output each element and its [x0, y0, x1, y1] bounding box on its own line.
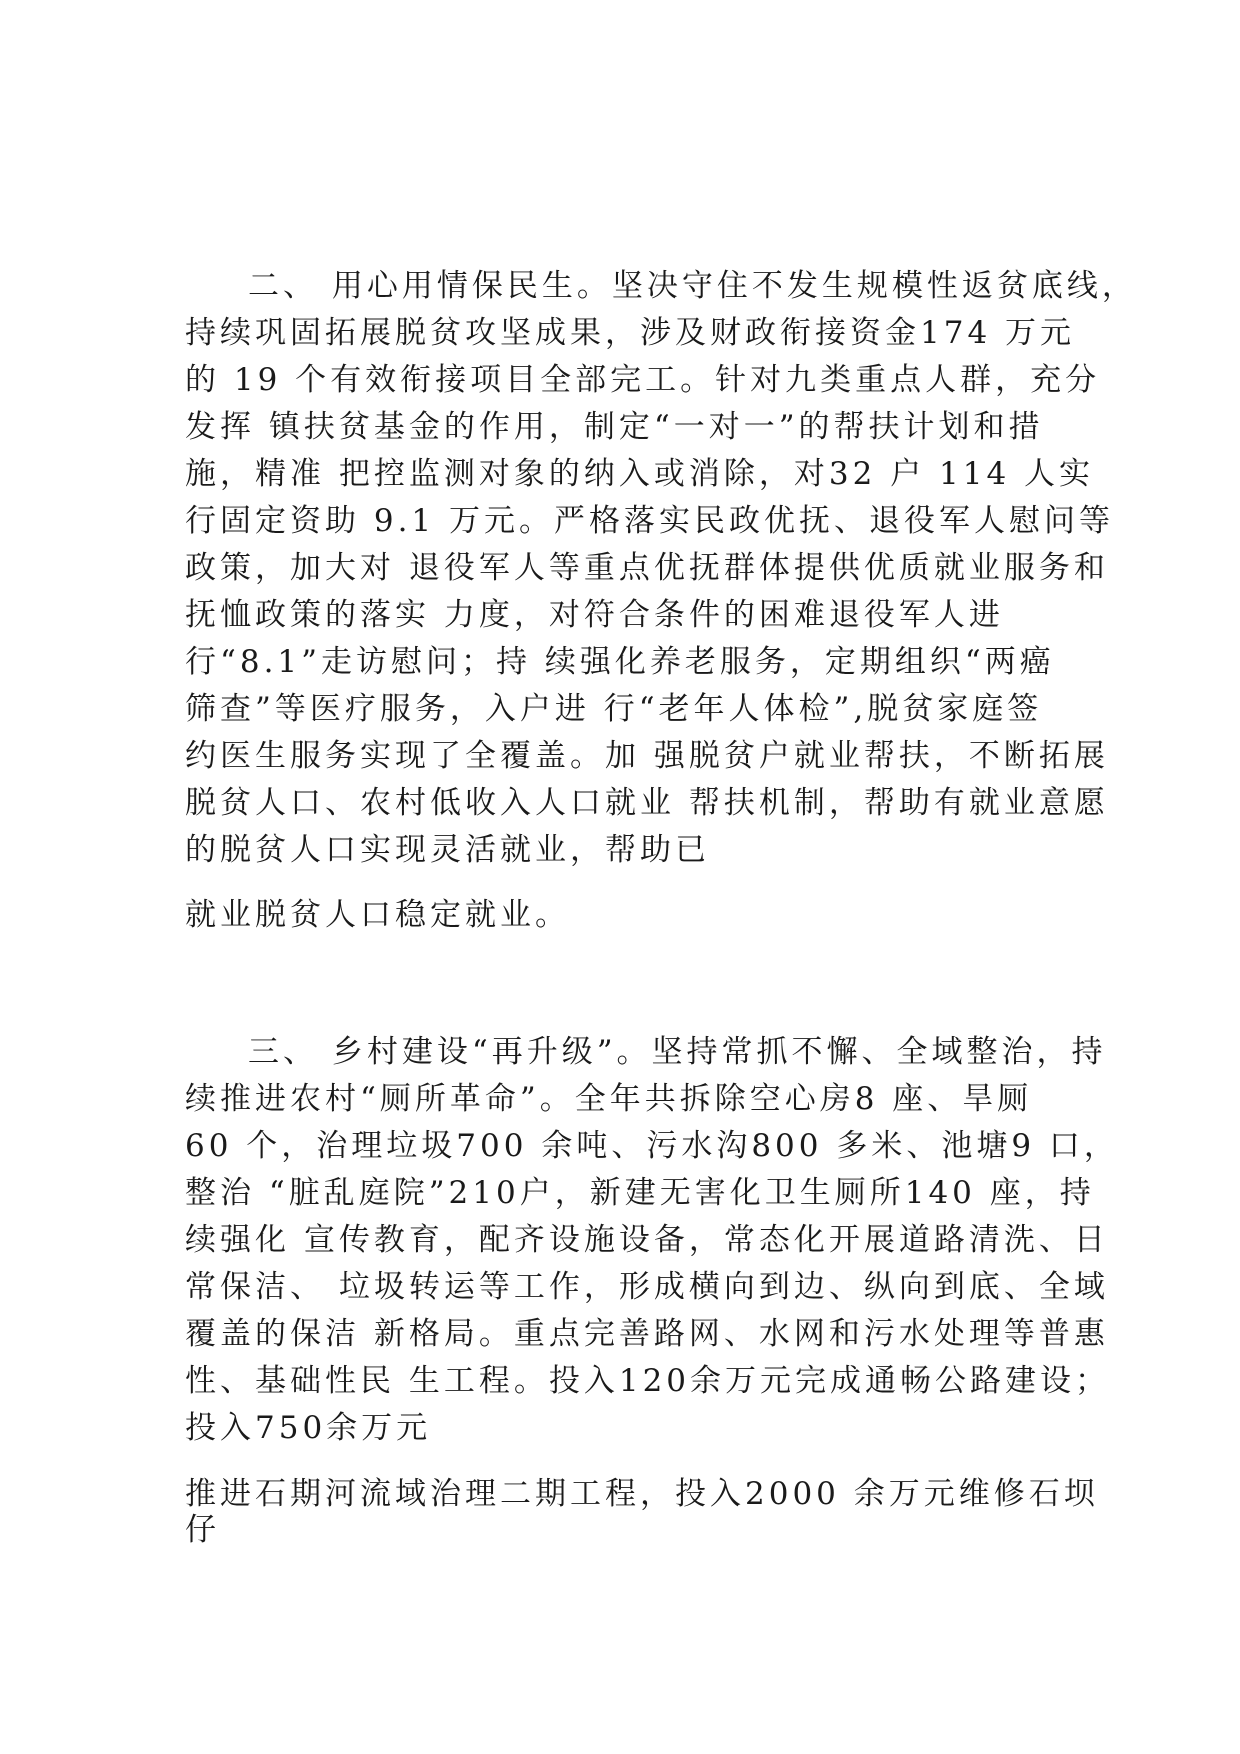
text-line: 常保洁、 垃圾转运等工作，形成横向到边、纵向到底、全域	[185, 1269, 1109, 1305]
text-line: 的 19 个有效衔接项目全部完工。针对九类重点人群，充分	[185, 362, 1101, 398]
text-line: 仔	[185, 1512, 220, 1548]
text-line: 行“8.1”走访慰问；持 续强化养老服务，定期组织“两癌	[185, 644, 1055, 680]
text-line: 施，精准 把控监测对象的纳入或消除，对32 户 114 人实	[185, 456, 1095, 492]
text-line: 续推进农村“厕所革命”。全年共拆除空心房8 座、旱厕	[185, 1081, 1033, 1117]
text-line: 约医生服务实现了全覆盖。加 强脱贫户就业帮扶，不断拓展	[185, 738, 1109, 774]
text-line: 推进石期河流域治理二期工程，投入2000 余万元维修石坝	[185, 1476, 1099, 1512]
text-line: 行固定资助 9.1 万元。严格落实民政优抚、退役军人慰问等	[185, 503, 1115, 539]
text-line: 二、 用心用情保民生。坚决守住不发生规模性返贫底线，	[248, 268, 1137, 304]
text-line: 脱贫人口、农村低收入人口就业 帮扶机制，帮助有就业意愿	[185, 785, 1109, 821]
text-line: 三、 乡村建设“再升级”。坚持常抓不懈、全域整治，持	[248, 1034, 1107, 1070]
text-line: 60 个，治理垃圾700 余吨、污水沟800 多米、池塘9 口，	[185, 1128, 1119, 1164]
text-line: 的脱贫人口实现灵活就业，帮助已	[185, 832, 710, 868]
text-line: 就业脱贫人口稳定就业。	[185, 897, 570, 933]
text-line: 覆盖的保洁 新格局。重点完善路网、水网和污水处理等普惠	[185, 1316, 1109, 1352]
text-line: 发挥 镇扶贫基金的作用，制定“一对一”的帮扶计划和措	[185, 409, 1044, 445]
text-line: 筛查”等医疗服务，入户进 行“老年人体检”,脱贫家庭签	[185, 691, 1043, 727]
text-line: 续强化 宣传教育，配齐设施设备，常态化开展道路清洗、日	[185, 1222, 1109, 1258]
text-line: 政策，加大对 退役军人等重点优抚群体提供优质就业服务和	[185, 550, 1109, 586]
text-line: 投入750余万元	[185, 1410, 432, 1446]
text-line: 持续巩固拓展脱贫攻坚成果，涉及财政衔接资金174 万元	[185, 315, 1076, 351]
text-line: 整治 “脏乱庭院”210户，新建无害化卫生厕所140 座，持	[185, 1175, 1095, 1211]
text-line: 性、基础性民 生工程。投入120余万元完成通畅公路建设；	[185, 1363, 1111, 1399]
text-line: 抚恤政策的落实 力度，对符合条件的困难退役军人进	[185, 597, 1004, 633]
